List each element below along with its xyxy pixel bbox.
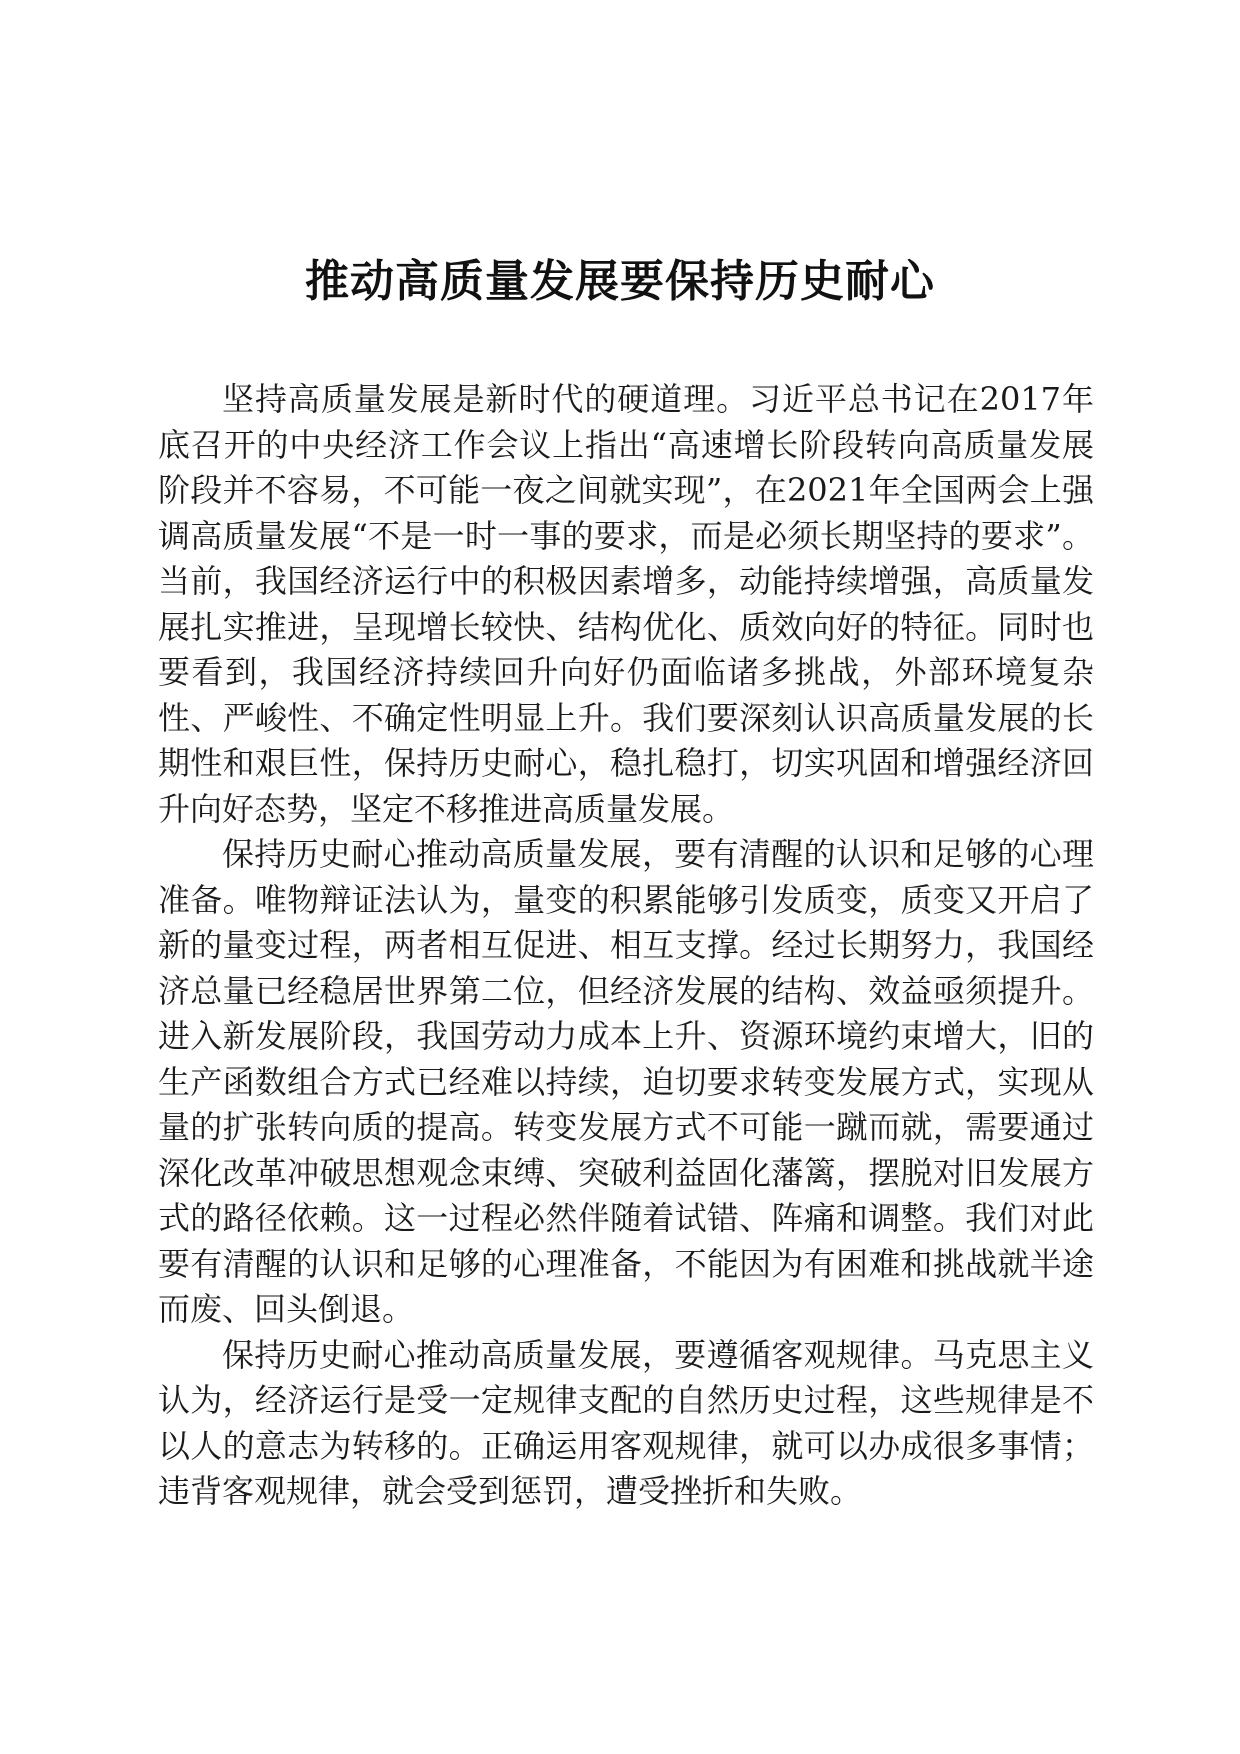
document-title: 推动高质量发展要保持历史耐心 xyxy=(305,256,935,307)
paragraph-2: 保持历史耐心推动高质量发展，要有清醒的认识和足够的心理准备。唯物辩证法认为，量变的积累能够引发质变，质变又开启了新的量变过程，两者相互促进、相互支撑。经过长期努力，我国经济总量已经稳居世界第二位，但经济发展的结构、效益亟须提升。进入新发展阶段，我国劳动力成本上升、资源环境约束增大，旧的生产函数组合方式已经难以持续，迫切要求转变发展方式，实现从量的扩张转向质的提高。转变发展方式不可能一蹴而就，需要通过深化改革冲破思想观念束缚、突破利益固化藩篱，摆脱对旧发展方式的路径依赖。这一过程必然伴随着试错、阵痛和调整。我们对此要有清醒的认识和足够的心理准备，不能因为有困难和挑战就半途而废、回头倒退。 xyxy=(158,835,1094,1328)
document-body xyxy=(158,377,1094,1515)
paragraph-3: 保持历史耐心推动高质量发展，要遵循客观规律。马克思主义认为，经济运行是受一定规律支配的自然历史过程，这些规律是不以人的意志为转移的。正确运用客观规律，就可以办成很多事情；违背客观规律，就会受到惩罚，遭受挫折和失败。 xyxy=(158,1335,1094,1510)
paragraph-1: 坚持高质量发展是新时代的硬道理。习近平总书记在2017年底召开的中央经济工作会议上指出“高速增长阶段转向高质量发展阶段并不容易，不可能一夜之间就实现”，在2021年全国两会上强调高质量发展“不是一时一事的要求，而是必须长期坚持的要求”。当前，我国经济运行中的积极因素增多，动能持续增强，高质量发展扎实推进，呈现增长较快、结构优化、质效向好的特征。同时也要看到，我国经济持续回升向好仍面临诸多挑战，外部环境复杂性、严峻性、不确定性明显上升。我们要深刻认识高质量发展的长期性和艰巨性，保持历史耐心，稳扎稳打，切实巩固和增强经济回升向好态势，坚定不移推进高质量发展。 xyxy=(158,380,1094,828)
